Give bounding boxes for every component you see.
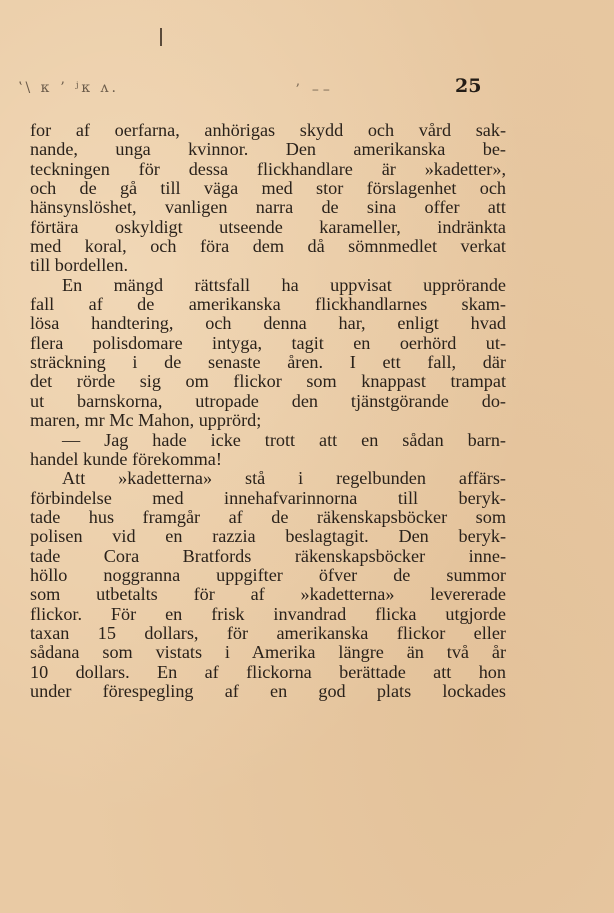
text-line: flera polisdomare intyga, tagit en oerhörd ut- bbox=[30, 332, 506, 353]
text-line: for af oerfarna, anhörigas skydd och vård sak- bbox=[30, 120, 506, 140]
running-header-fragment-right: ʼ –– bbox=[295, 82, 334, 98]
paragraph-start: Att »kadetterna» stå i regelbunden affärs- bbox=[62, 468, 506, 489]
text-line: det rörde sig om flickor som knappast trampat bbox=[30, 371, 506, 392]
text-line: förtära oskyldigt utseende karameller, indränkta bbox=[30, 216, 506, 237]
text-line: ut barnskorna, utropade den tjänstgörande do- bbox=[30, 390, 506, 411]
print-mark bbox=[160, 28, 162, 46]
text-line: maren, mr Mc Mahon, upprörd; bbox=[30, 410, 262, 431]
text-line: lösa handtering, och denna har, enligt hvad bbox=[30, 313, 506, 334]
text-line: hänsynslöshet, vanligen narra de sina offer att bbox=[30, 197, 506, 218]
quote-start: — Jag hade icke trott att en sådan barn- bbox=[62, 429, 506, 450]
text-line: förbindelse med innehafvarinnorna till beryk- bbox=[30, 487, 506, 508]
paragraph-start: En mängd rättsfall ha uppvisat upprörande bbox=[62, 274, 506, 295]
text-line: teckningen för dessa flickhandlare är »kadetter», bbox=[30, 158, 506, 179]
text-line: tade Cora Bratfords räkenskapsböcker inne- bbox=[30, 545, 506, 566]
text-line: sträckning i de senaste åren. I ett fall, där bbox=[30, 352, 506, 373]
text-line: som utbetalts för af »kadetterna» levererade bbox=[30, 584, 506, 605]
text-line: sådana som vistats i Amerika längre än två år bbox=[30, 642, 506, 663]
text-line: höllo noggranna uppgifter öfver de summor bbox=[30, 564, 506, 585]
text-line: med koral, och föra dem då sömnmedlet verkat bbox=[30, 236, 506, 257]
text-line: polisen vid en razzia beslagtagit. Den beryk- bbox=[30, 526, 506, 547]
text-line: under förespegling af en god plats lockades bbox=[30, 680, 506, 701]
text-line: nande, unga kvinnor. Den amerikanska be- bbox=[30, 139, 506, 160]
text-line: tade hus framgår af de räkenskapsböcker som bbox=[30, 506, 506, 527]
page-number: 25 bbox=[455, 75, 482, 97]
text-line: 10 dollars. En af flickorna berättade att hon bbox=[30, 661, 506, 682]
text-line: taxan 15 dollars, för amerikanska flickor eller bbox=[30, 622, 506, 643]
body-text bbox=[30, 121, 506, 701]
text-line: flickor. För en frisk invandrad flicka utgjorde bbox=[30, 603, 506, 624]
text-line: till bordellen. bbox=[30, 255, 128, 276]
text-line: handel kunde förekomma! bbox=[30, 448, 222, 469]
text-line: och de gå till väga med stor förslagenhet och bbox=[30, 178, 506, 199]
running-header-fragment: ʽ\ ᴋ ʼ ʲᴋ ʌ. bbox=[18, 80, 119, 96]
text-line: fall af de amerikanska flickhandlarnes skam- bbox=[30, 294, 506, 315]
